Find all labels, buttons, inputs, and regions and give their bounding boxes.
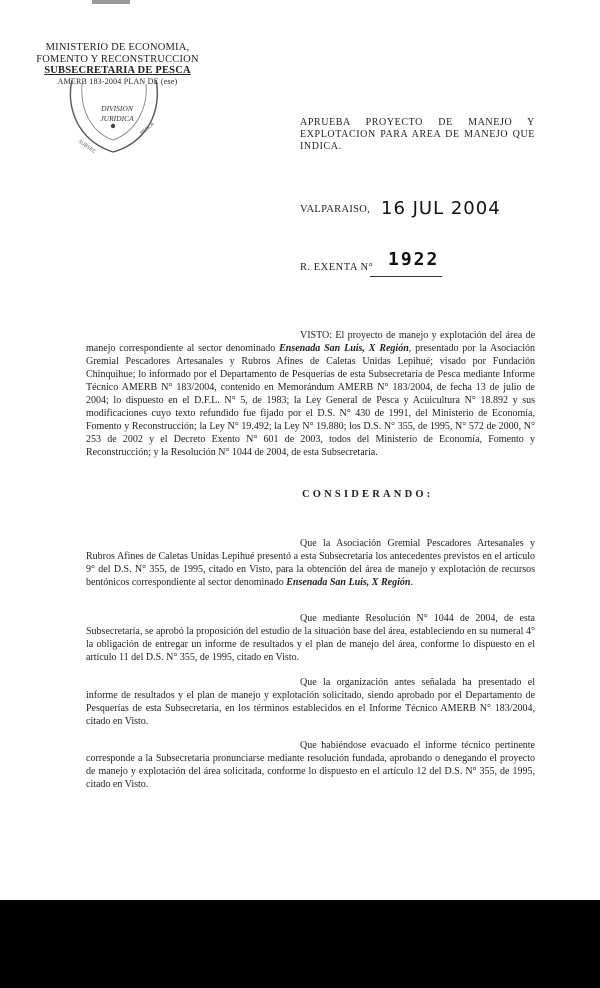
resolution-label: R. EXENTA N° (300, 262, 374, 273)
visto-paragraph (86, 329, 535, 459)
considerando-2 (86, 612, 535, 664)
c1-text-b: . (410, 577, 413, 588)
c3-text: Que la organización antes señalada ha presentado el informe de resultados y el plan de manejo y explotación solicitado, siendo aprobado por el Departamento de Pesquerías de esta Subsecretaría, en los términos establecidos en el Informe Técnico AMERB N° 183/2004, citado en Visto. (86, 677, 535, 727)
c2-text: Que mediante Resolución N° 1044 de 2004, de esta Subsecretaría, se aprobó la proposición del estudio de la situación base del área, estableciendo en su numeral 4° la obligación de entregar un informe de resultados y el plan de manejo del área, conforme lo dispuesto en el artículo 11 del D.S. N° 355, de 1995, citado en Visto. (86, 613, 535, 663)
svg-text:SUBSEC: SUBSEC (76, 138, 97, 155)
date-stamp: 16 JUL 2004 (381, 198, 501, 219)
resolution-underline (370, 276, 442, 277)
c1-area-name: Ensenada San Luis, X Región (286, 577, 411, 588)
letterhead-ministry: MINISTERIO DE ECONOMIA, (45, 42, 190, 53)
c1-text-a: Que la Asociación Gremial Pescadores Artesanales y Rubros Afines de Caletas Unidas Lepihué presentó a esta Subsecretaría los antecedentes previstos en el artículo 9° del D.S. N° 355, de 1995, citado en Visto, para la obtención del área de manejo y explotación de recursos bentónicos correspondiente al sector denominado (86, 538, 535, 588)
scan-artifact (92, 0, 130, 4)
considerando-3 (86, 676, 535, 728)
considerando-4 (86, 739, 535, 791)
visto-text-b: , presentado por la Asociación Gremial Pescadores Artesanales y Rubros Afines de Caletas Unidas Lepihué; visado por Fundación Chinquihue; lo informado por el Departamento de Pesquerías de esta Subsecretaría de Pesca mediante Informe Técnico AMERB N° 183/2004, contenido en Memorándum AMERB N° 183/2004, de fecha 13 de julio de 2004; lo dispuesto en el D.F.L. N° 5, de 1983; la Ley General de Pesca y Acuicultura N° 18.892 y sus modificaciones cuyo texto refundido fue fijado por el D.S. N° 430 de 1991, del Ministerio de Economía, Fomento y Reconstrucción; la Ley N° 19.492; la Ley N° 19.880; los D.S. N° 355, de 1995, N° 572 de 2000, N° 253 de 2002 y el Decreto Exento N° 601 de 2003, todos del Ministerio de Economía, Fomento y Reconstrucción; y la Resolución N° 1044 de 2004, de esta Subsecretaría. (86, 343, 535, 458)
resolution-number: 1922 (388, 249, 440, 270)
c4-text: Que habiéndose evacuado el informe técnico pertinente corresponde a la Subsecretaría pronunciarse mediante resolución fundada, aprobando o denegando el proyecto de manejo y explotación del área solicitada, conforme lo dispuesto en el artículo 12 del D.S. N° 355, de 1995, citado en Visto. (86, 740, 535, 790)
letterhead-reference: AMERB 183-2004 PLAN DE (ese) (57, 76, 178, 86)
visto-label: VISTO: (300, 330, 333, 341)
scan-bottom-border (0, 900, 600, 988)
stamp-text (92, 104, 142, 124)
considerando-heading: CONSIDERANDO: (302, 489, 434, 500)
svg-text:PESCA: PESCA (139, 121, 156, 137)
letterhead-subsecretaria: SUBSECRETARIA DE PESCA (44, 65, 191, 76)
document-subject: APRUEBA PROYECTO DE MANEJO Y EXPLOTACION PARA AREA DE MANEJO QUE INDICA. (300, 117, 535, 152)
visto-text-a: El proyecto de manejo y explotación del área de manejo correspondiente al sector denominado (86, 330, 536, 354)
letterhead-ministry-2: FOMENTO Y RECONSTRUCCION (36, 53, 199, 65)
visto-area-name: Ensenada San Luis, X Región (279, 343, 409, 354)
stamp-line-juridica: JURIDICA (100, 114, 134, 123)
considerando-1 (86, 537, 535, 589)
stamp-line-division: DIVISION (101, 104, 133, 113)
place: VALPARAISO, (300, 204, 371, 215)
